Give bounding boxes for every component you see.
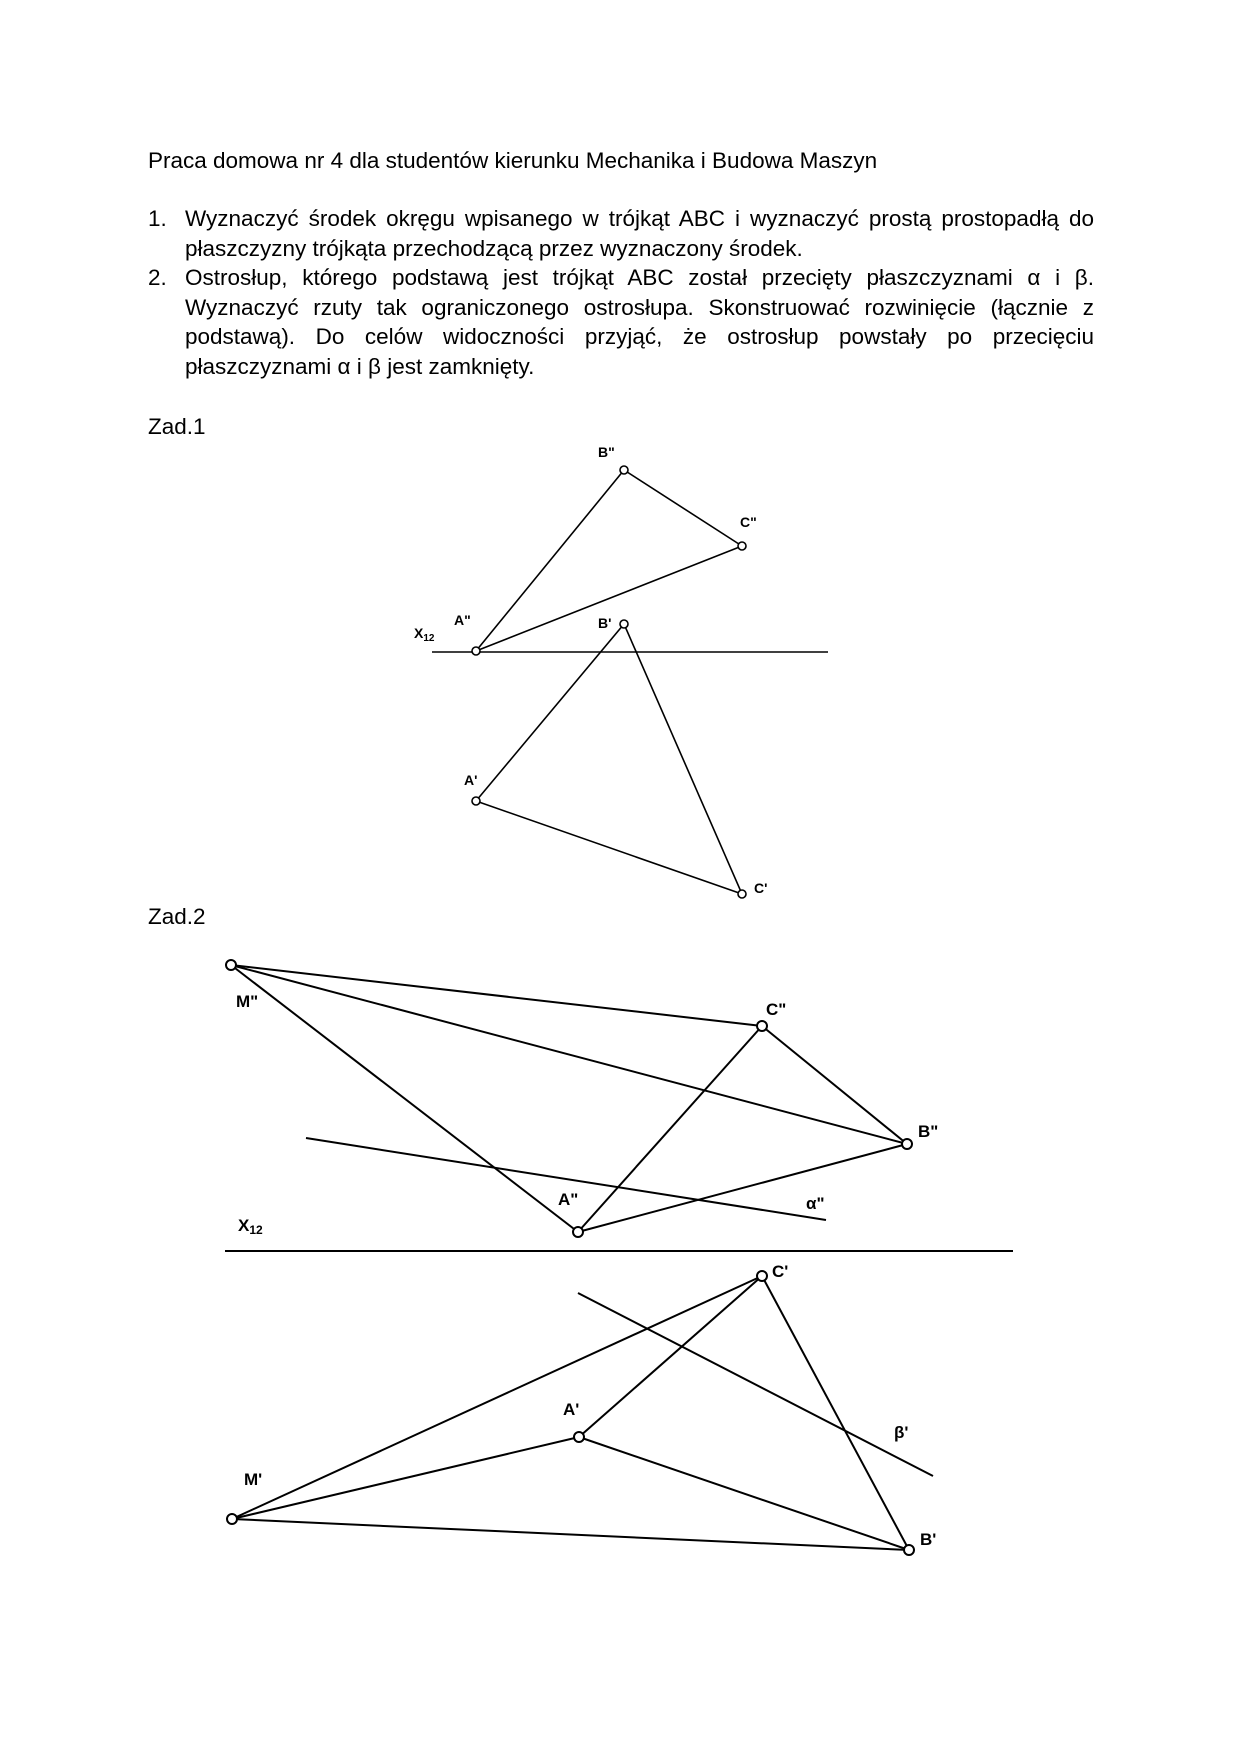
zad2-edge-c2b2 — [762, 1026, 907, 1144]
zad2-label-m1: M' — [244, 1470, 263, 1489]
zad2-point-c2 — [757, 1021, 767, 1031]
task-text: Ostrosłup, którego podstawą jest trójkąt ABC został przecięty płaszczyznami α i β. Wyznaczyć rzuty tak ograniczonego ostrosłupa. Skonstruować rozwinięcie (łącznie z podstawą). Do celów widoczności przyjąć, że ostrosłup powstały po przecięciu płaszczyznami α i β jest zamknięty. — [185, 265, 1094, 379]
zad1-label-a1: A' — [464, 772, 478, 788]
zad2-point-c1 — [757, 1271, 767, 1281]
zad2-point-a2 — [573, 1227, 583, 1237]
zad2-label-c2: C" — [766, 1000, 787, 1019]
zad1-label-b2: B" — [598, 444, 615, 460]
zad2-edge-a1b1 — [579, 1437, 909, 1550]
zad1-heading: Zad.1 — [148, 414, 206, 439]
zad2-edge-c1a1 — [579, 1276, 762, 1437]
zad2-axis-label: X12 — [238, 1216, 263, 1237]
zad2-edge-m2a2 — [231, 965, 578, 1232]
task-number: 2. — [148, 265, 167, 290]
zad1-axis-label: $X_{12}$ — [414, 625, 435, 644]
zad2-label-a1: A' — [563, 1400, 580, 1419]
zad2-label-a2: A" — [558, 1190, 579, 1209]
zad2-plane-beta1 — [578, 1293, 933, 1476]
zad2-label-b1: B' — [920, 1530, 937, 1549]
zad2-label-c1: C' — [772, 1262, 789, 1281]
zad2-label-beta1: β' — [894, 1423, 909, 1442]
zad2-edge-c2a2 — [578, 1026, 762, 1232]
zad2-edge-m1b1 — [232, 1519, 909, 1550]
zad2-label-b2: B" — [918, 1122, 939, 1141]
zad2-point-a1 — [574, 1432, 584, 1442]
task-text: Wyznaczyć środek okręgu wpisanego w trójkąt ABC i wyznaczyć prostą prostopadłą do płaszczyzny trójkąta przechodzącą przez wyznaczony środek. — [185, 206, 1094, 261]
zad2-edge-m2c2 — [231, 965, 762, 1026]
zad2-label-alpha2: α" — [806, 1194, 825, 1213]
zad2-point-b2 — [902, 1139, 912, 1149]
zad1-label-a2: A" — [454, 612, 471, 628]
zad1-label-b1: B' — [598, 615, 612, 631]
task-number: 1. — [148, 206, 167, 231]
zad2-edge-c1b1 — [762, 1276, 909, 1550]
zad2-point-m2 — [226, 960, 236, 970]
zad2-edge-m1c1 — [232, 1276, 762, 1519]
zad1-label-c2: C" — [740, 514, 757, 530]
zad2-heading: Zad.2 — [148, 904, 206, 929]
zad2-edge-m2b2 — [231, 965, 907, 1144]
zad2-label-m2: M" — [236, 992, 259, 1011]
zad2-point-m1 — [227, 1514, 237, 1524]
zad2-point-b1 — [904, 1545, 914, 1555]
document-title: Praca domowa nr 4 dla studentów kierunku Mechanika i Budowa Maszyn — [148, 148, 878, 173]
zad2-edge-m1a1 — [232, 1437, 579, 1519]
zad1-label-c1: C' — [754, 880, 768, 896]
